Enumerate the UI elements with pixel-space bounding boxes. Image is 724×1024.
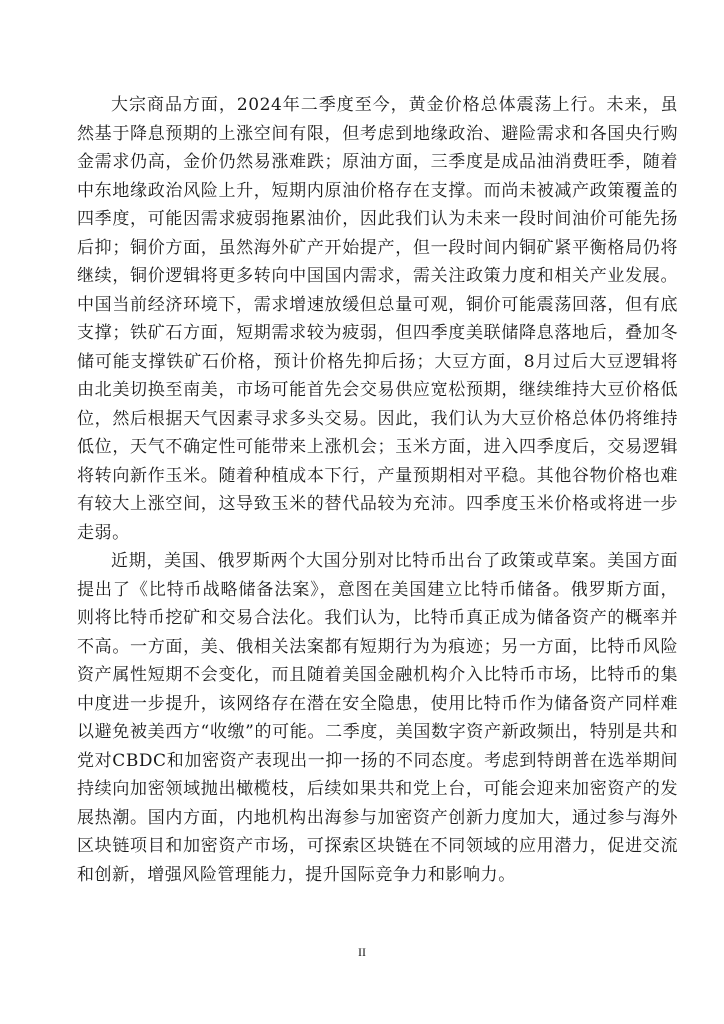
page-number: II xyxy=(358,945,366,959)
paragraph-commodities: 大宗商品方面，2024年二季度至今，黄金价格总体震荡上行。未来，虽然基于降息预期的上涨空间有限，但考虑到地缘政治、避险需求和各国央行购金需求仍高，金价仍然易涨难跌；原油方面，三季度是成品油消费旺季，随着中东地缘政治风险上升，短期内原油价格存在支撑。而尚未被减产政策覆盖的四季度，可能因需求疲弱拖累油价，因此我们认为未来一段时间油价可能先扬后抑；铜价方面，虽然海外矿产开始提产，但一段时间内铜矿紧平衡格局仍将继续，铜价逻辑将更多转向中国国内需求，需关注政策力度和相关产业发展。中国当前经济环境下，需求增速放缓但总量可观，铜价可能震荡回落，但有底支撑；铁矿石方面，短期需求较为疲弱，但四季度美联储降息落地后，叠加冬储可能支撑铁矿石价格，预计价格先抑后扬；大豆方面，8月过后大豆逻辑将由北美切换至南美，市场可能首先会交易供应宽松预期，继续维持大豆价格低位，然后根据天气因素寻求多头交易。因此，我们认为大豆价格总体仍将维持低位，天气不确定性可能带来上涨机会；玉米方面，进入四季度后，交易逻辑将转向新作玉米。随着种植成本下行，产量预期相对平稳。其他谷物价格也难有较大上涨空间，这导致玉米的替代品较为充沛。四季度玉米价格或将进一步走弱。 xyxy=(77,95,678,543)
paragraph-bitcoin: 近期，美国、俄罗斯两个大国分别对比特币出台了政策或草案。美国方面提出了《比特币战略储备法案》，意图在美国建立比特币储备。俄罗斯方面，则将比特币挖矿和交易合法化。我们认为，比特币真正成为储备资产的概率并不高。一方面，美、俄相关法案都有短期行为为痕迹；另一方面，比特币风险资产属性短期不会变化，而且随着美国金融机构介入比特币市场，比特币的集中度进一步提升，该网络存在潜在安全隐患，使用比特币作为储备资产同样难以避免被美西方“收缴”的可能。二季度，美国数字资产新政频出，特别是共和党对CBDC和加密资产表现出一抑一扬的不同态度。考虑到特朗普在选举期间持续向加密领域抛出橄榄枝，后续如果共和党上台，可能会迎来加密资产的发展热潮。国内方面，内地机构出海参与加密资产创新力度加大，通过参与海外区块链项目和加密资产市场，可探索区块链在不同领域的应用潜力，促进交流和创新，增强风险管理能力，提升国际竞争力和影响力。 xyxy=(77,551,678,885)
body-text xyxy=(77,91,678,889)
